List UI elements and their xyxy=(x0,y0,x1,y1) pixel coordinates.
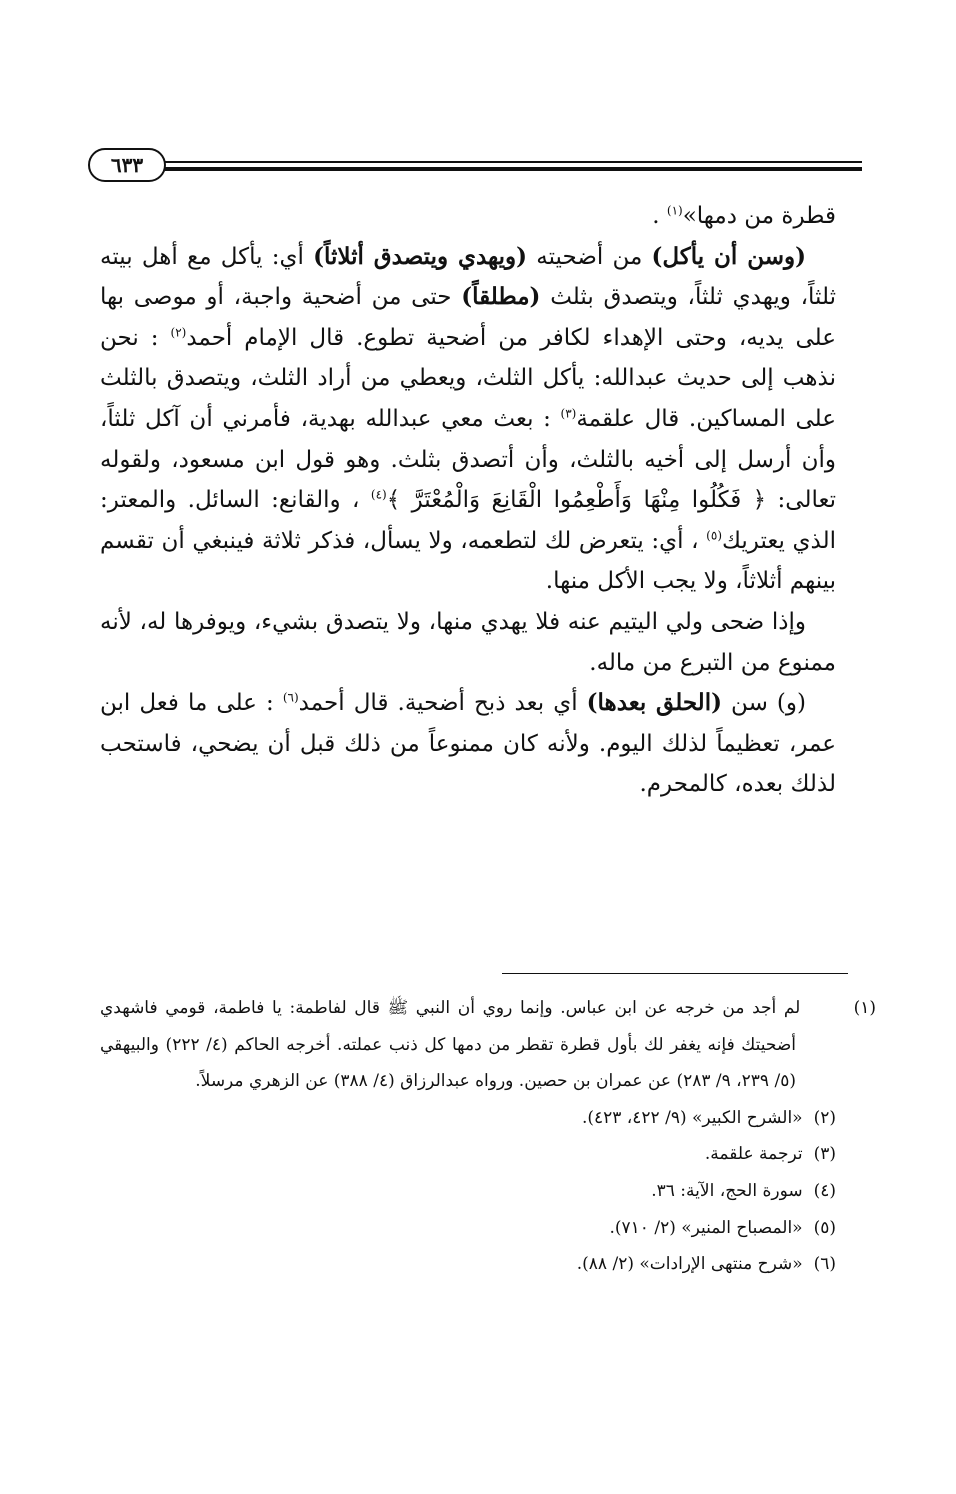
footnote-ref-1: (١) xyxy=(666,203,683,218)
footnote-3: (٣) ترجمة علقمة. xyxy=(704,1144,836,1165)
footnote-ref-2: (٢) xyxy=(170,325,187,340)
header-rule-thick xyxy=(162,167,862,171)
header-rule-thin xyxy=(162,161,862,163)
paragraph-1: قطرة من دمها»$^{(١)}$ . xyxy=(652,203,836,229)
footnote-ref-6: (٦) xyxy=(282,690,299,705)
paragraph-4: (و) سن (الحلق بعدها) أي بعد ذبح أضحية. قال أحمد$^{(٦)}$ : على ما فعل ابن عمر، تعظيماً لذلك اليوم. ولأنه كان ممنوعاً من ذلك قبل أن يضحي، فاستحب لذلك بعده، كالمحرم. xyxy=(100,689,836,798)
footnote-ref-4: (٤) xyxy=(370,487,387,502)
paragraph-2: (وسن أن يأكل) من أضحيته (ويهدي ويتصدق أثلاثاً) أي: يأكل مع أهل بيته ثلثاً، ويهدي ثلثاً، ويتصدق بثلث (مطلقاً) حتى من أضحية واجبة، أو موصى بها على يديه، وحتى الإهداء لكافر من أضحية تطوع. قال الإمام أحمد$^{(٢)}$ : نحن نذهب إلى حديث عبدالله: يأكل الثلث، ويعطي من أراد الثلث، ويتصدق بالثلث على المساكين. قال علقمة$^{(٣)}$ : بعث معي عبدالله بهدية، فأمرني أن آكل ثلثاً، وأن أرسل إلى أخيه بالثلث، وأن أتصدق بثلث. وهو قول ابن مسعود، ولقوله تعالى: ﴿ فَكُلُوا مِنْهَا وَأَطْعِمُوا الْقَانِعَ وَالْمُعْتَرَّ ﴾$^{(٤)}$ ، والقانع: السائل. والمعتر: الذي يعتريك$^{(٥)}$ ، أي: يتعرض لك لتطعمه، ولا يسأل، فذكر ثلاثة فينبغي أن تقسم بينهم أثلاثاً، ولا يجب الأكل منها. xyxy=(100,242,836,595)
footnote-1: (١) لم أجد من خرجه عن ابن عباس. وإنما روي أن النبي ﷺ قال لفاطمة: يا فاطمة، قومي فاشهدي أضحيتك فإنه يغفر لك بأول قطرة تقطر من دمها كل ذنب عملته. أخرجه الحاكم (٤/ ٢٢٢) والبيهقي (٥/ ٢٣٩، ٩/ ٢٨٣) عن عمران بن حصين. ورواه عبدالرزاق (٤/ ٣٨٨) عن الزهري مرسلاً. xyxy=(100,998,876,1092)
footnote-5: (٥) «المصباح المنير» (٢/ ٧١٠). xyxy=(609,1217,836,1238)
main-text xyxy=(100,196,836,805)
footnote-ref-5: (٥) xyxy=(706,528,722,543)
footnote-ref-3: (٣) xyxy=(560,406,577,421)
footnote-6: (٦) «شرح منتهى الإرادات» (٢/ ٨٨). xyxy=(576,1254,836,1275)
paragraph-3: وإذا ضحى ولي اليتيم عنه فلا يهدي منها، ولا يتصدق بشيء، ويوفرها له، لأنه ممنوع من التبرع من ماله. xyxy=(100,608,836,676)
footnotes xyxy=(100,990,876,1283)
footnote-separator xyxy=(502,973,848,974)
page-header xyxy=(88,148,862,182)
footnote-2: (٢) «الشرح الكبير» (٩/ ٤٢٢، ٤٢٣). xyxy=(581,1107,836,1128)
footnote-4: (٤) سورة الحج، الآية: ٣٦. xyxy=(651,1180,836,1201)
page-number: ٦٣٣ xyxy=(88,148,166,182)
